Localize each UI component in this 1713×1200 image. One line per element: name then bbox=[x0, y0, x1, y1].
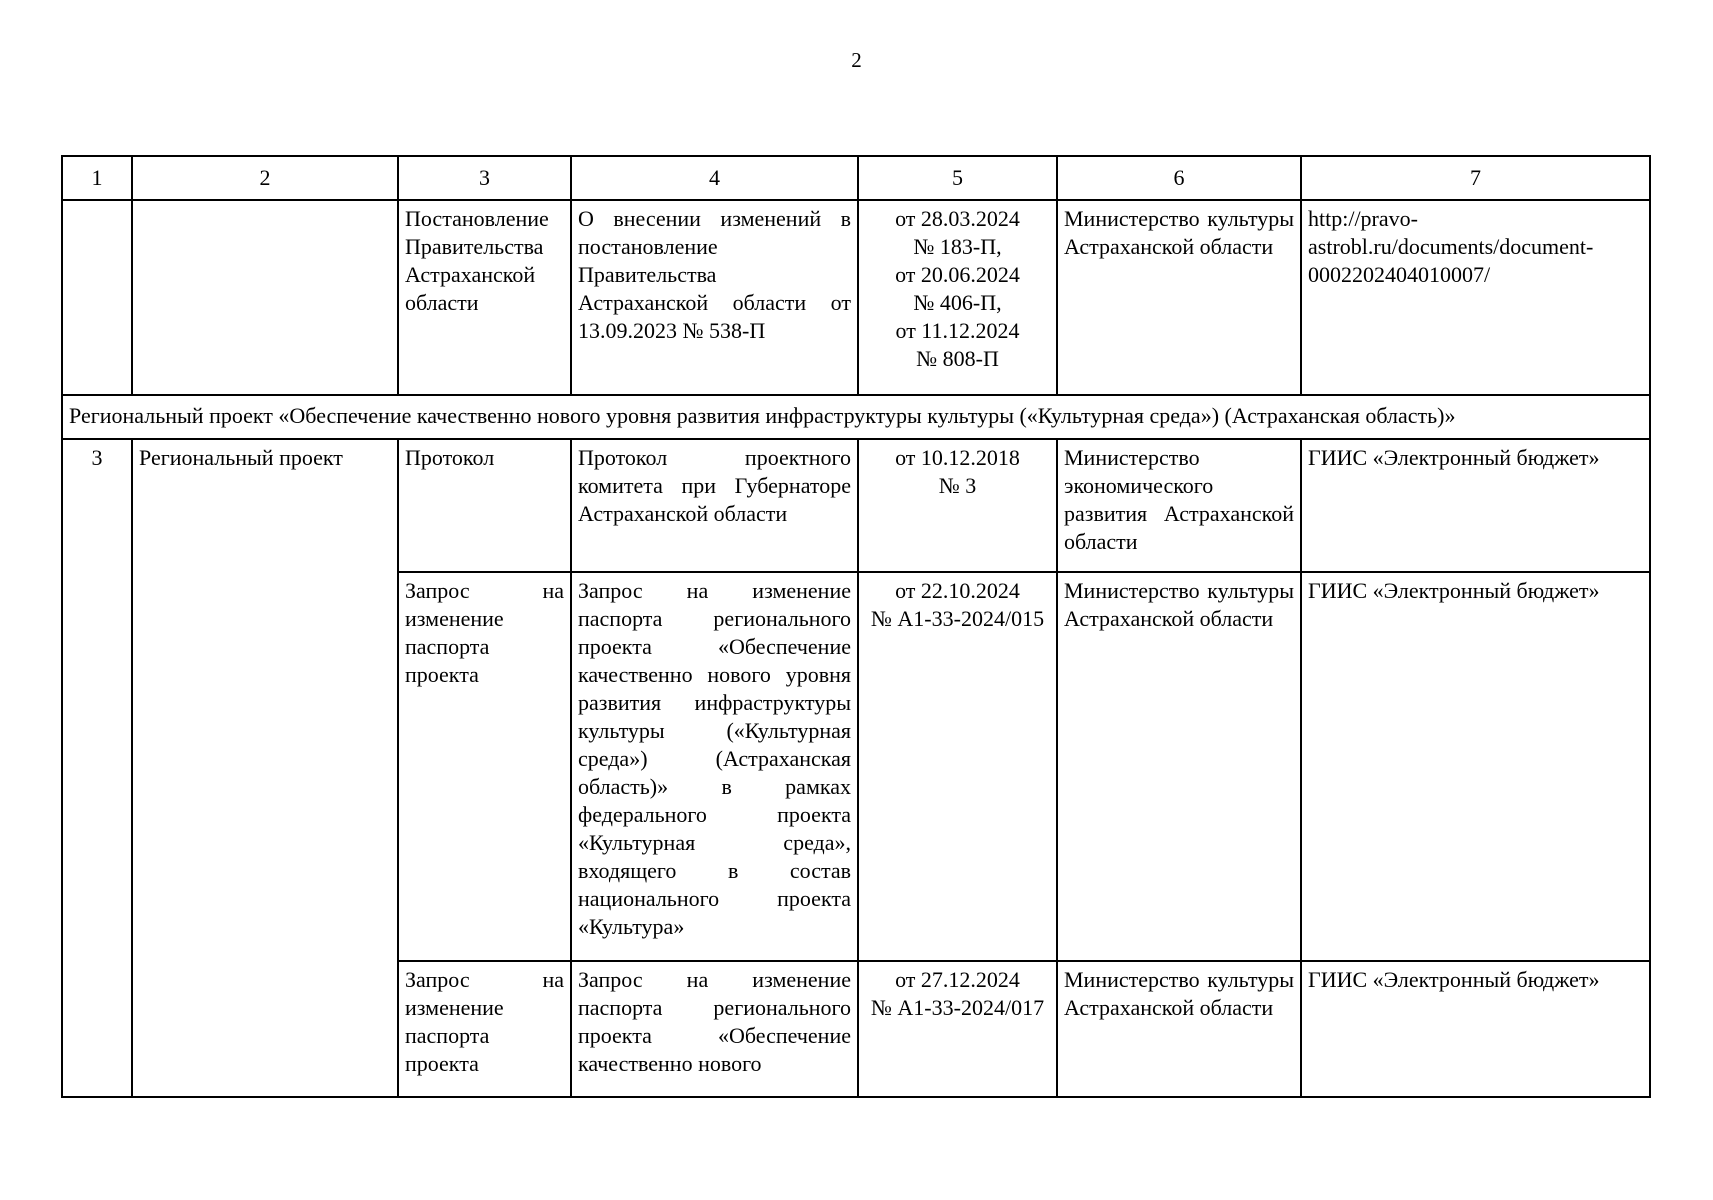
table-row bbox=[62, 200, 1650, 395]
row-number-cell bbox=[62, 200, 132, 395]
column-number: 3 bbox=[398, 156, 571, 200]
column-number: 6 bbox=[1057, 156, 1301, 200]
documents-table bbox=[61, 155, 1651, 1098]
responsible-authority-cell: Министерство культуры Астраханской области bbox=[1057, 572, 1301, 961]
document-title-cell: Запрос на изменение паспорта регионального проекта «Обеспечение качественно нового bbox=[571, 961, 858, 1097]
row-number-cell: 3 bbox=[62, 439, 132, 1097]
document-name-cell bbox=[132, 200, 398, 395]
document-date-number-cell: от 22.10.2024 № А1-33-2024/015 bbox=[858, 572, 1057, 961]
column-number: 2 bbox=[132, 156, 398, 200]
responsible-authority-cell: Министерство культуры Астраханской области bbox=[1057, 200, 1301, 395]
source-cell: ГИИС «Электронный бюджет» bbox=[1301, 572, 1650, 961]
responsible-authority-cell: Министерство экономического развития Астраханской области bbox=[1057, 439, 1301, 572]
page-number: 2 bbox=[851, 48, 862, 72]
document-type-cell: Запрос на изменение паспорта проекта bbox=[398, 572, 571, 961]
column-number: 5 bbox=[858, 156, 1057, 200]
document-title-cell: Запрос на изменение паспорта регионального проекта «Обеспечение качественно нового уровня развития инфраструктуры культуры («Культурная среда») (Астраханская область)» в рамках федерального проекта «Культурная среда», входящего в состав национального проекта «Культура» bbox=[571, 572, 858, 961]
document-name-cell: Региональный проект bbox=[132, 439, 398, 1097]
column-number: 1 bbox=[62, 156, 132, 200]
document-date-number-cell: от 10.12.2018 № 3 bbox=[858, 439, 1057, 572]
document-date-number-cell: от 28.03.2024 № 183-П, от 20.06.2024 № 406-П, от 11.12.2024 № 808-П bbox=[858, 200, 1057, 395]
column-number-row bbox=[62, 156, 1650, 200]
source-link-cell[interactable]: http://pravo-astrobl.ru/documents/document-0002202404010007/ bbox=[1301, 200, 1650, 395]
document-type-cell: Запрос на изменение паспорта проекта bbox=[398, 961, 571, 1097]
source-cell: ГИИС «Электронный бюджет» bbox=[1301, 439, 1650, 572]
document-title-cell: О внесении изменений в постановление Правительства Астраханской области от 13.09.2023 № 538-П bbox=[571, 200, 858, 395]
document-type-cell: Постановление Правительства Астраханской области bbox=[398, 200, 571, 395]
responsible-authority-cell: Министерство культуры Астраханской области bbox=[1057, 961, 1301, 1097]
column-number: 7 bbox=[1301, 156, 1650, 200]
table-row bbox=[62, 439, 1650, 572]
section-title-row bbox=[62, 395, 1650, 439]
document-type-cell: Протокол bbox=[398, 439, 571, 572]
section-title: Региональный проект «Обеспечение качественно нового уровня развития инфраструктуры культуры («Культурная среда») (Астраханская область)» bbox=[62, 395, 1650, 439]
document-date-number-cell: от 27.12.2024 № А1-33-2024/017 bbox=[858, 961, 1057, 1097]
source-cell: ГИИС «Электронный бюджет» bbox=[1301, 961, 1650, 1097]
document-title-cell: Протокол проектного комитета при Губернаторе Астраханской области bbox=[571, 439, 858, 572]
column-number: 4 bbox=[571, 156, 858, 200]
